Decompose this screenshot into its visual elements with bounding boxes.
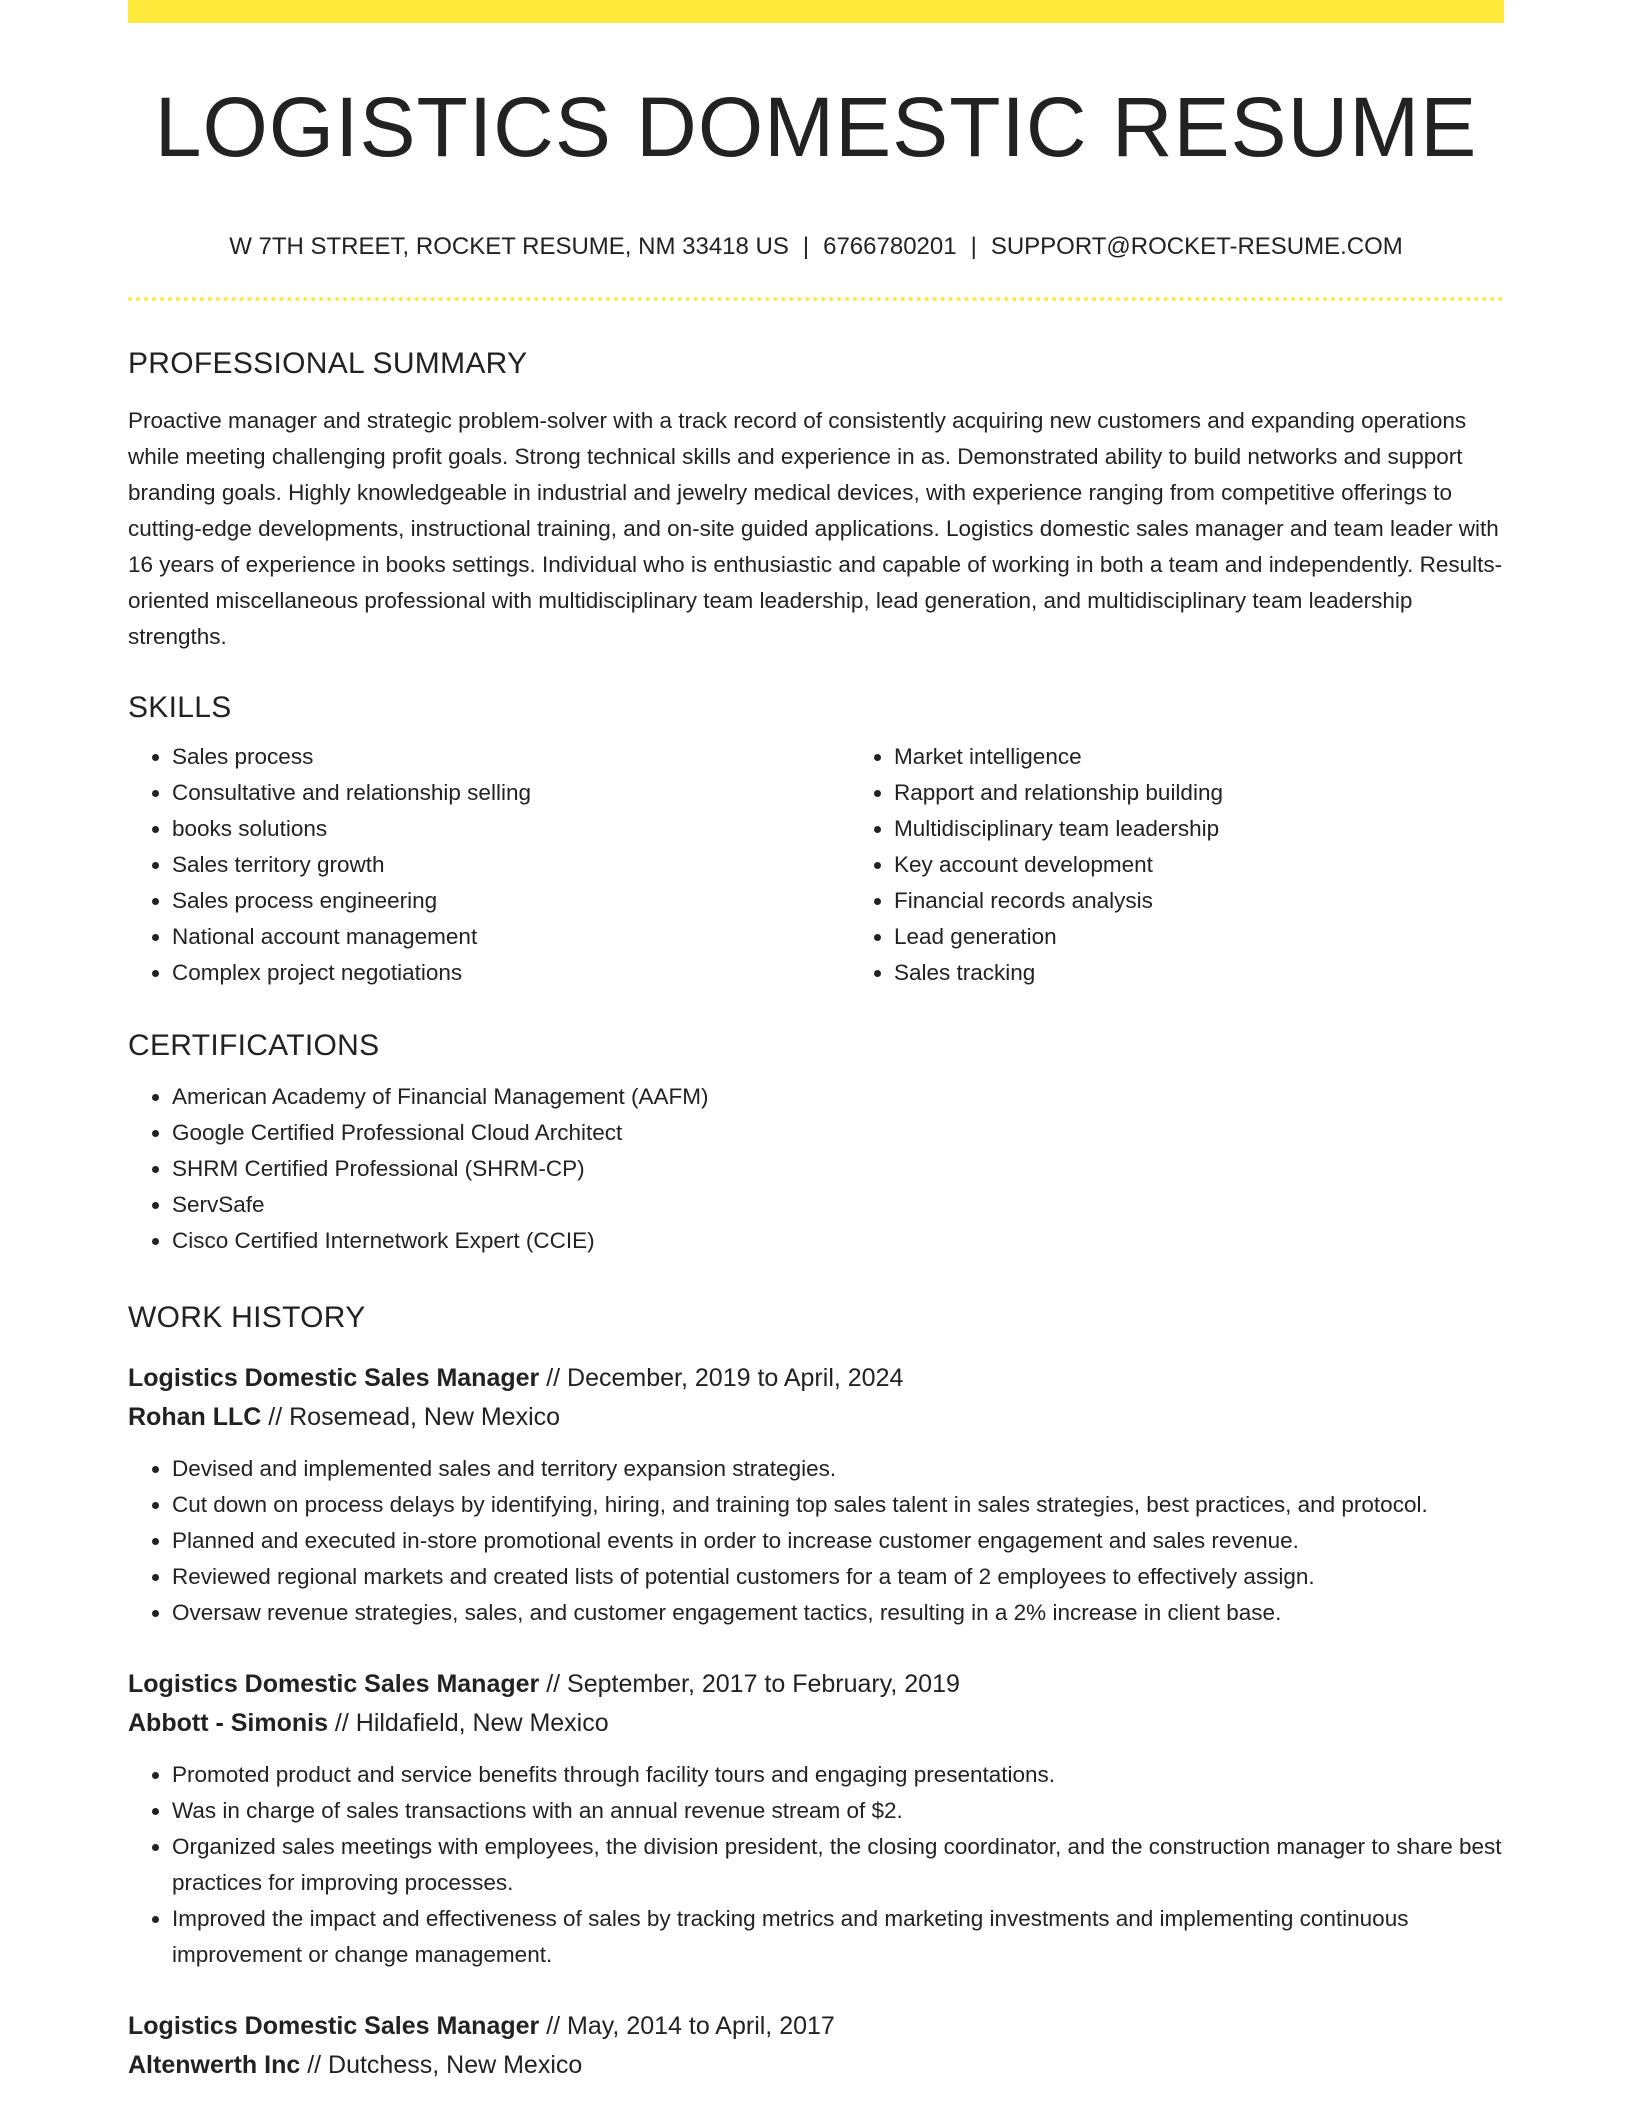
job-title-line bbox=[128, 1359, 1504, 1398]
contact-separator: | bbox=[802, 233, 810, 260]
job-bullet: • Promoted product and service benefits through facility tours and engaging presentations. bbox=[172, 1757, 1504, 1793]
job-company: Abbott - Simonis bbox=[128, 1709, 328, 1737]
certification-item: • American Academy of Financial Management (AAFM) bbox=[172, 1079, 1504, 1115]
job-location: // Dutchess, New Mexico bbox=[300, 2051, 583, 2079]
skill-item: • books solutions bbox=[172, 811, 850, 847]
job-bullet: • Improved the impact and effectiveness of sales by tracking metrics and marketing investments and implementing continuous improvement or change management. bbox=[172, 1901, 1504, 1973]
job-dates: // September, 2017 to February, 2019 bbox=[539, 1670, 960, 1698]
contact-email: SUPPORT@ROCKET-RESUME.COM bbox=[990, 233, 1403, 260]
certifications-heading: CERTIFICATIONS bbox=[128, 1029, 380, 1062]
job-location: // Hildafield, New Mexico bbox=[327, 1709, 609, 1737]
job-title: Logistics Domestic Sales Manager bbox=[128, 1670, 540, 1698]
skill-item: • Financial records analysis bbox=[894, 883, 1504, 919]
job-company-line bbox=[128, 1398, 1504, 1437]
job-title-line bbox=[128, 2007, 1504, 2046]
job-dates: // December, 2019 to April, 2024 bbox=[539, 1364, 904, 1392]
job-bullet: • Oversaw revenue strategies, sales, and customer engagement tactics, resulting in a 2% increase in client base. bbox=[172, 1595, 1504, 1631]
skill-item: • Rapport and relationship building bbox=[894, 775, 1504, 811]
skill-item: • Market intelligence bbox=[894, 739, 1504, 775]
skill-item: • Consultative and relationship selling bbox=[172, 775, 850, 811]
skill-item: • Sales process engineering bbox=[172, 883, 850, 919]
skill-item: • Sales tracking bbox=[894, 955, 1504, 991]
skill-item: • Multidisciplinary team leadership bbox=[894, 811, 1504, 847]
summary-heading: PROFESSIONAL SUMMARY bbox=[128, 347, 528, 380]
skills-list-left bbox=[128, 739, 850, 991]
skill-item: • Complex project negotiations bbox=[172, 955, 850, 991]
skill-item: • National account management bbox=[172, 919, 850, 955]
job-bullet: • Planned and executed in-store promotional events in order to increase customer engagement and sales revenue. bbox=[172, 1523, 1504, 1559]
certification-item: • Google Certified Professional Cloud Architect bbox=[172, 1115, 1504, 1151]
skill-item: • Sales process bbox=[172, 739, 850, 775]
skill-item: • Key account development bbox=[894, 847, 1504, 883]
certification-item: • SHRM Certified Professional (SHRM-CP) bbox=[172, 1151, 1504, 1187]
job-title: Logistics Domestic Sales Manager bbox=[128, 1364, 540, 1392]
job-bullet: • Cut down on process delays by identifying, hiring, and training top sales talent in sales strategies, best practices, and protocol. bbox=[172, 1487, 1504, 1523]
resume-title: LOGISTICS DOMESTIC RESUME bbox=[154, 80, 1478, 174]
header-divider bbox=[128, 297, 1504, 301]
top-accent-bar bbox=[128, 0, 1504, 23]
job-entry bbox=[128, 1359, 1504, 1631]
skills-list-right bbox=[850, 739, 1504, 991]
resume-page bbox=[128, 0, 1504, 2112]
contact-phone: 6766780201 bbox=[823, 233, 957, 260]
job-company: Rohan LLC bbox=[128, 1403, 262, 1431]
job-bullet: • Devised and implemented sales and territory expansion strategies. bbox=[172, 1451, 1504, 1487]
job-bullets bbox=[128, 1451, 1504, 1631]
job-company-line bbox=[128, 2046, 1504, 2085]
contact-line bbox=[128, 235, 1504, 259]
certification-item: • Cisco Certified Internetwork Expert (CCIE) bbox=[172, 1223, 1504, 1259]
contact-separator: | bbox=[970, 233, 977, 260]
skill-item: • Lead generation bbox=[894, 919, 1504, 955]
skills-columns bbox=[128, 739, 1504, 991]
skill-item: • Sales territory growth bbox=[172, 847, 850, 883]
job-dates: // May, 2014 to April, 2017 bbox=[539, 2012, 835, 2040]
job-title-line bbox=[128, 1665, 1504, 1704]
job-bullet: • Was in charge of sales transactions with an annual revenue stream of $2. bbox=[172, 1793, 1504, 1829]
certifications-list bbox=[128, 1079, 1504, 1259]
job-entry bbox=[128, 2007, 1504, 2085]
contact-address: W 7TH STREET, ROCKET RESUME, NM 33418 US bbox=[229, 233, 789, 260]
job-company: Altenwerth Inc bbox=[128, 2051, 301, 2079]
job-company-line bbox=[128, 1704, 1504, 1743]
job-bullets bbox=[128, 1757, 1504, 1973]
job-title: Logistics Domestic Sales Manager bbox=[128, 2012, 540, 2040]
job-bullet: • Reviewed regional markets and created lists of potential customers for a team of 2 employees to effectively assign. bbox=[172, 1559, 1504, 1595]
work-history-heading: WORK HISTORY bbox=[128, 1301, 366, 1334]
skills-heading: SKILLS bbox=[128, 691, 232, 724]
job-location: // Rosemead, New Mexico bbox=[261, 1403, 561, 1431]
certification-item: • ServSafe bbox=[172, 1187, 1504, 1223]
job-bullet: • Organized sales meetings with employees, the division president, the closing coordinator, and the construction manager to share best practices for improving processes. bbox=[172, 1829, 1504, 1901]
summary-text: Proactive manager and strategic problem-solver with a track record of consistently acquiring new customers and expanding operations while meeting challenging profit goals. Strong technical skills and experience in as. Demonstrated ability to build networks and support branding goals. Highly knowledgeable in industrial and jewelry medical devices, with experience ranging from competitive offerings to cutting-edge developments, instructional training, and on-site guided applications. Logistics domestic sales manager and team leader with 16 years of experience in books settings. Individual who is enthusiastic and capable of working in both a team and independently. Results-oriented miscellaneous professional with multidisciplinary team leadership, lead generation, and multidisciplinary team leadership strengths. bbox=[128, 408, 1503, 649]
job-entry bbox=[128, 1665, 1504, 1973]
